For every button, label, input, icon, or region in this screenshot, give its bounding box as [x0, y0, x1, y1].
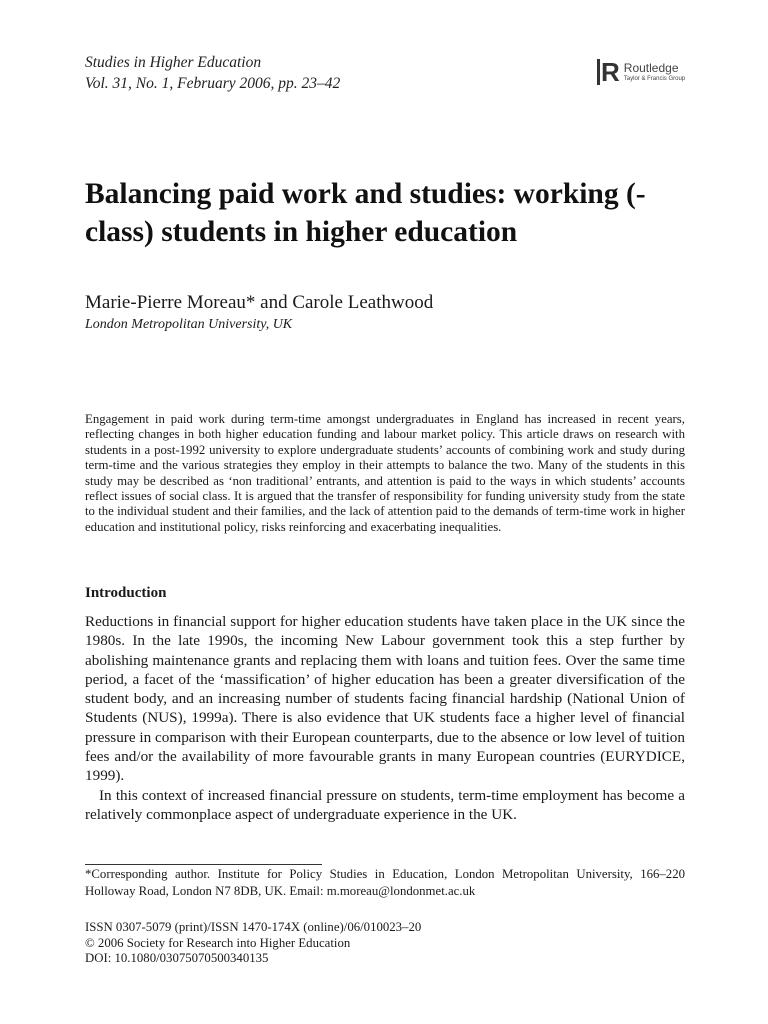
publisher-group: Taylor & Francis Group — [623, 75, 686, 82]
article-title: Balancing paid work and studies: working (-class) students in higher education — [85, 178, 646, 248]
journal-issue: Vol. 31, No. 1, February 2006, pp. 23–42 — [85, 75, 341, 92]
publisher-name: Routledge — [623, 60, 679, 75]
introduction-body — [85, 612, 685, 824]
publisher-logo — [597, 59, 685, 85]
article-authors: Marie-Pierre Moreau* and Carole Leathwood — [85, 292, 434, 313]
section-heading: Introduction — [85, 585, 167, 601]
copyright-line: © 2006 Society for Research into Higher Education — [85, 935, 351, 950]
journal-name: Studies in Higher Education — [85, 54, 262, 71]
issn-line: ISSN 0307-5079 (print)/ISSN 1470-174X (online)/06/010023–20 — [85, 920, 422, 934]
publication-meta — [85, 920, 421, 967]
author-affiliation: London Metropolitan University, UK — [85, 317, 293, 332]
abstract: Engagement in paid work during term-time amongst undergraduates in England has increased in recent years, reflecting changes in both higher education funding and labour market policy. This article draws on research with students in a post-1992 university to explore undergraduate students’ accounts of combining work and study during term-time and the various strategies they employ in their attempts to balance the two. Many of the students in this study may be described as ‘non traditional’ entrants, and attention is paid to the ways in which students’ accounts reflect issues of social class. It is argued that the transfer of responsibility for funding university study from the state to the individual student and their families, and the lack of attention paid to the demands of term-time work in higher education and institutional policy, risks reinforcing and exacerbating inequalities. — [85, 412, 685, 534]
doi-line: DOI: 10.1080/03075070500340135 — [85, 951, 269, 965]
journal-header — [85, 52, 340, 94]
footnote-divider — [85, 864, 322, 865]
body-paragraph: In this context of increased financial pressure on students, term-time employment has become a relatively commonplace aspect of undergraduate experience in the UK. — [85, 786, 685, 823]
publisher-mark-icon: R — [597, 59, 620, 85]
footnote: *Corresponding author. Institute for Policy Studies in Education, London Metropolitan University, 166–220 Holloway Road, London N7 8DB, UK. Email: m.moreau@londonmet.ac.uk — [85, 867, 685, 898]
body-paragraph: Reductions in financial support for higher education students have taken place in the UK since the 1980s. In the late 1990s, the incoming New Labour government took this a step further by abolishing maintenance grants and replacing them with loans and tuition fees. Over the same time period, a facet of the ‘massification’ of higher education has been a greater diversification of the student body, and an increasing number of students facing financial hardship (National Union of Students (NUS), 1999a). There is also evidence that UK students face a higher level of financial pressure in comparison with their European counterparts, due to the absence or low level of tuition fees and/or the availability of more favourable grants in many European countries (EURYDICE, 1999). — [85, 613, 685, 785]
